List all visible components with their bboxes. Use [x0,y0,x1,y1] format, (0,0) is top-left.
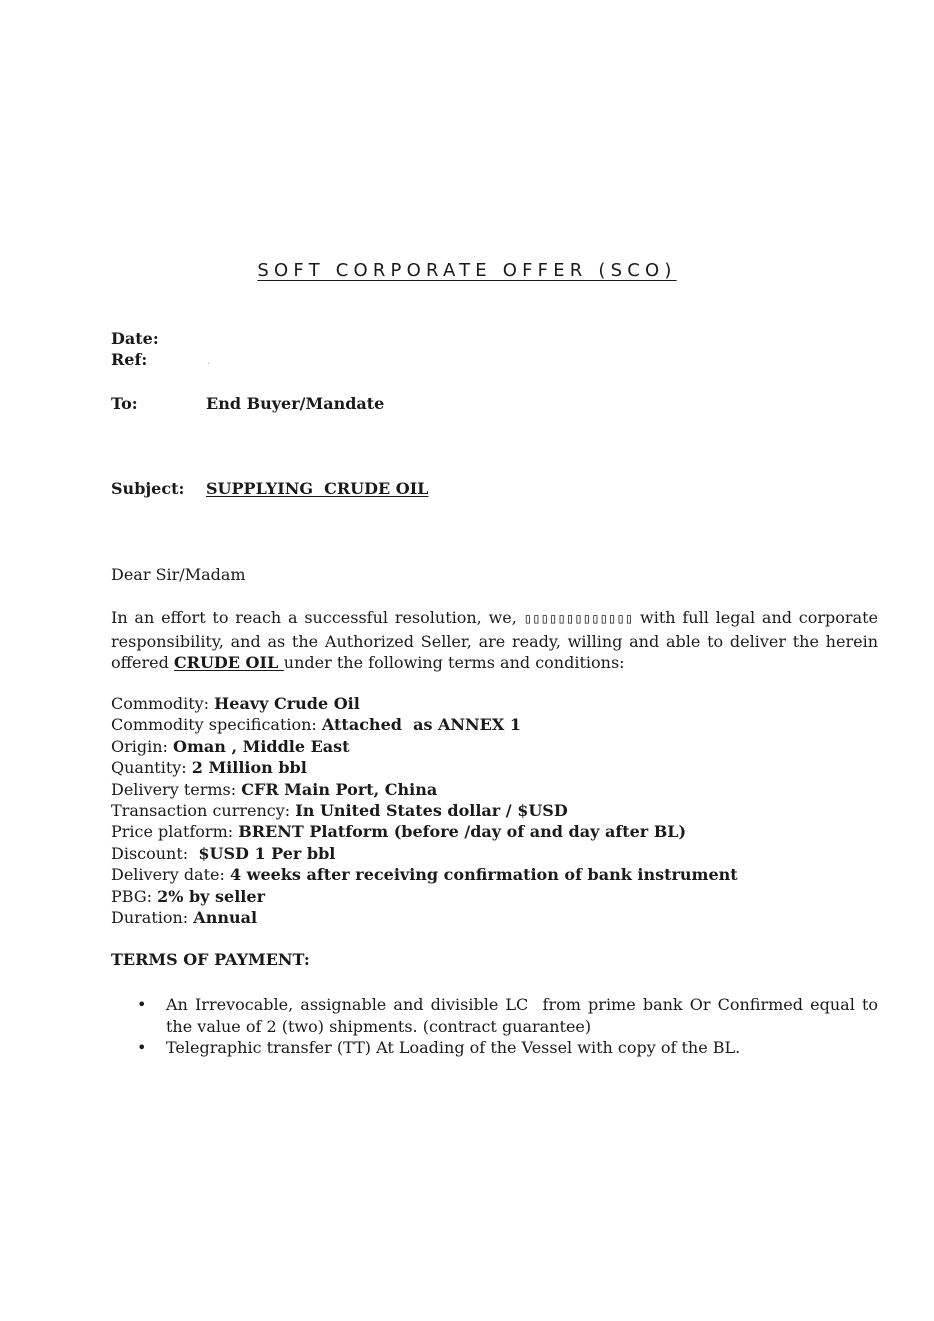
term-pbg [111,886,878,907]
payment-item-text: Telegraphic transfer (TT) At Loading of the Vessel with copy of the BL. [166,1038,741,1057]
ref-label: Ref: [111,350,148,369]
intro-paragraph [111,607,878,674]
term-label: Duration: [111,908,194,928]
term-price-platform [111,821,878,842]
redacted-company-name: ▯▯▯▯▯▯▯▯▯▯▯▯▯ [523,611,634,627]
greeting: Dear Sir/Madam [111,565,246,584]
term-transaction-currency [111,800,878,821]
term-commodity-specification [111,714,878,735]
term-delivery-terms [111,779,878,800]
intro-text-3: under the following terms and conditions: [283,653,625,672]
subject-value: SUPPLYING CRUDE OIL [206,479,429,498]
to-value: End Buyer/Mandate [206,394,385,413]
term-value: Oman , Middle East [173,736,350,756]
date-label: Date: [111,329,159,348]
payment-item-text: An Irrevocable, assignable and divisible LC from prime bank Or Confirmed equal to the value of 2 (two) shipments. (contract guarantee) [166,995,884,1036]
to-label: To: [111,394,138,413]
term-quantity [111,757,878,778]
ref-mark: ` [207,362,211,371]
term-value: Annual [193,908,258,928]
document-title: SOFT CORPORATE OFFER (SCO) [257,260,677,281]
term-origin [111,736,878,757]
term-value: 2% by seller [157,886,265,906]
term-label: Origin: [111,736,174,756]
term-value: Attached as ANNEX 1 [321,715,521,735]
subject-label: Subject: [111,479,185,498]
term-label: Discount: [111,843,199,863]
bullet-icon: • [137,1038,147,1057]
intro-text-1: In an effort to reach a successful resolution, we, [111,608,524,627]
term-value: BRENT Platform (before /day of and day after BL) [238,822,687,842]
term-label: Price platform: [111,822,239,842]
term-label: Delivery terms: [111,779,242,799]
term-value: Heavy Crude Oil [214,694,360,713]
payment-item-lc [137,994,884,1037]
term-delivery-date [111,864,878,885]
intro-text-2: with full legal and corporate responsibility, and as the Authorized Seller, are ready, willing and able to deliver the herein offered [111,608,879,672]
payment-terms-list [137,994,884,1059]
term-value: $USD 1 Per bbl [198,843,336,863]
payment-terms-heading: TERMS OF PAYMENT: [111,950,310,969]
term-discount [111,843,878,864]
term-value: 2 Million bbl [191,758,307,778]
term-value: CFR Main Port, China [241,779,438,799]
term-label: Commodity specification: [111,715,322,735]
term-label: Commodity: [111,694,215,713]
payment-item-tt [137,1037,878,1059]
term-value: 4 weeks after receiving confirmation of bank instrument [229,865,738,885]
term-label: PBG: [111,886,158,906]
term-label: Transaction currency: [111,801,296,821]
term-label: Quantity: [111,758,192,778]
term-label: Delivery date: [111,865,230,885]
terms-list [111,693,878,928]
bullet-icon: • [137,995,147,1014]
term-commodity [111,693,878,714]
intro-product: CRUDE OIL [173,653,284,672]
term-duration [111,907,878,928]
term-value: In United States dollar / $USD [295,801,568,821]
